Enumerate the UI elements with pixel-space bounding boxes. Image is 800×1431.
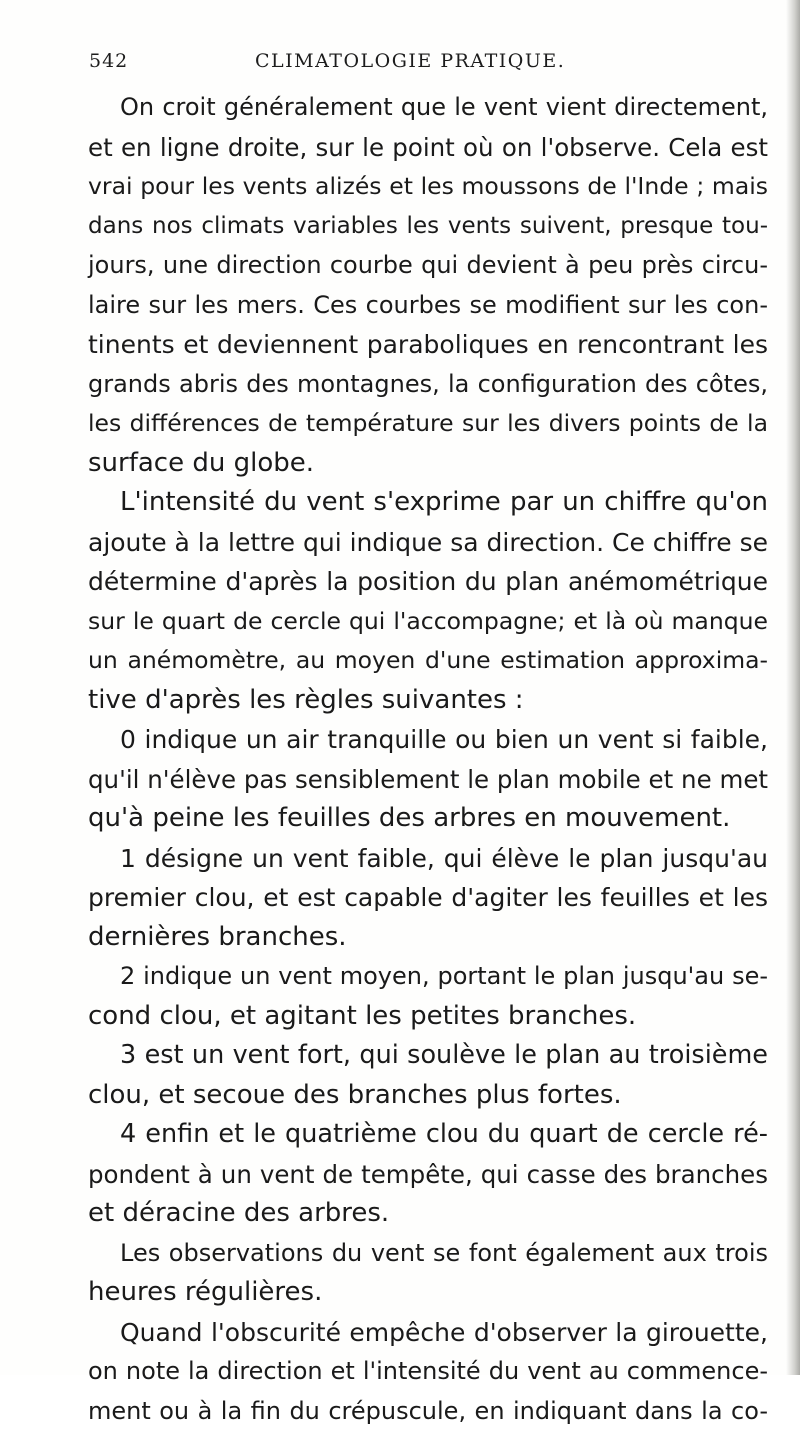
body-text — [88, 88, 768, 1431]
text-line: On croit généralement que le vent vient directement, — [88, 88, 768, 128]
text-line: on note la direction et l'intensité du vent au commence- — [88, 1352, 768, 1392]
text-line: 2 indique un vent moyen, portant le plan jusqu'au se- — [88, 957, 768, 997]
text-line: Les observations du vent se font également aux trois — [88, 1234, 768, 1274]
text-line: 0 indique un air tranquille ou bien un vent si faible, — [88, 720, 768, 760]
text-line: vrai pour les vents alizés et les moussons de l'Inde ; mais — [88, 167, 768, 207]
text-line: tinents et deviennent paraboliques en rencontrant les — [88, 325, 768, 365]
text-line: heures régulières. — [88, 1273, 768, 1313]
text-line: ment ou à la fin du crépuscule, en indiquant dans la co- — [88, 1392, 768, 1431]
text-line: jours, une direction courbe qui devient à peu près circu- — [88, 246, 768, 286]
text-line: pondent à un vent de tempête, qui casse des branches — [88, 1155, 768, 1195]
text-line: qu'à peine les feuilles des arbres en mouvement. — [88, 799, 768, 839]
text-line: 1 désigne un vent faible, qui élève le plan jusqu'au — [88, 839, 768, 879]
text-line: cond clou, et agitant les petites branches. — [88, 997, 768, 1037]
page-edge-shadow — [786, 0, 800, 1375]
text-line: clou, et secoue des branches plus fortes. — [88, 1076, 768, 1116]
page-header — [89, 50, 739, 80]
text-line: premier clou, et est capable d'agiter les feuilles et les — [88, 878, 768, 918]
text-line: et en ligne droite, sur le point où on l'observe. Cela est — [88, 128, 768, 168]
text-line: et déracine des arbres. — [88, 1194, 768, 1234]
running-title: CLIMATOLOGIE PRATIQUE. — [255, 50, 565, 72]
text-line: Quand l'obscurité empêche d'observer la girouette, — [88, 1313, 768, 1353]
text-line: les différences de température sur les divers points de la — [88, 404, 768, 444]
text-line: un anémomètre, au moyen d'une estimation approxima- — [88, 641, 768, 681]
text-line: surface du globe. — [88, 444, 768, 484]
text-line: 4 enfin et le quatrième clou du quart de cercle ré- — [88, 1115, 768, 1155]
text-line: 3 est un vent fort, qui soulève le plan au troisième — [88, 1036, 768, 1076]
text-line: dans nos climats variables les vents suivent, presque tou- — [88, 207, 768, 247]
page-number: 542 — [89, 50, 128, 72]
text-line: tive d'après les règles suivantes : — [88, 681, 768, 721]
text-line: grands abris des montagnes, la configuration des côtes, — [88, 365, 768, 405]
text-line: ajoute à la lettre qui indique sa direction. Ce chiffre se — [88, 523, 768, 563]
text-line: détermine d'après la position du plan anémométrique — [88, 562, 768, 602]
text-line: L'intensité du vent s'exprime par un chiffre qu'on — [88, 483, 768, 523]
text-line: dernières branches. — [88, 918, 768, 958]
text-line: laire sur les mers. Ces courbes se modifient sur les con- — [88, 286, 768, 326]
text-line: qu'il n'élève pas sensiblement le plan mobile et ne met — [88, 760, 768, 800]
text-line: sur le quart de cercle qui l'accompagne; et là où manque — [88, 602, 768, 642]
